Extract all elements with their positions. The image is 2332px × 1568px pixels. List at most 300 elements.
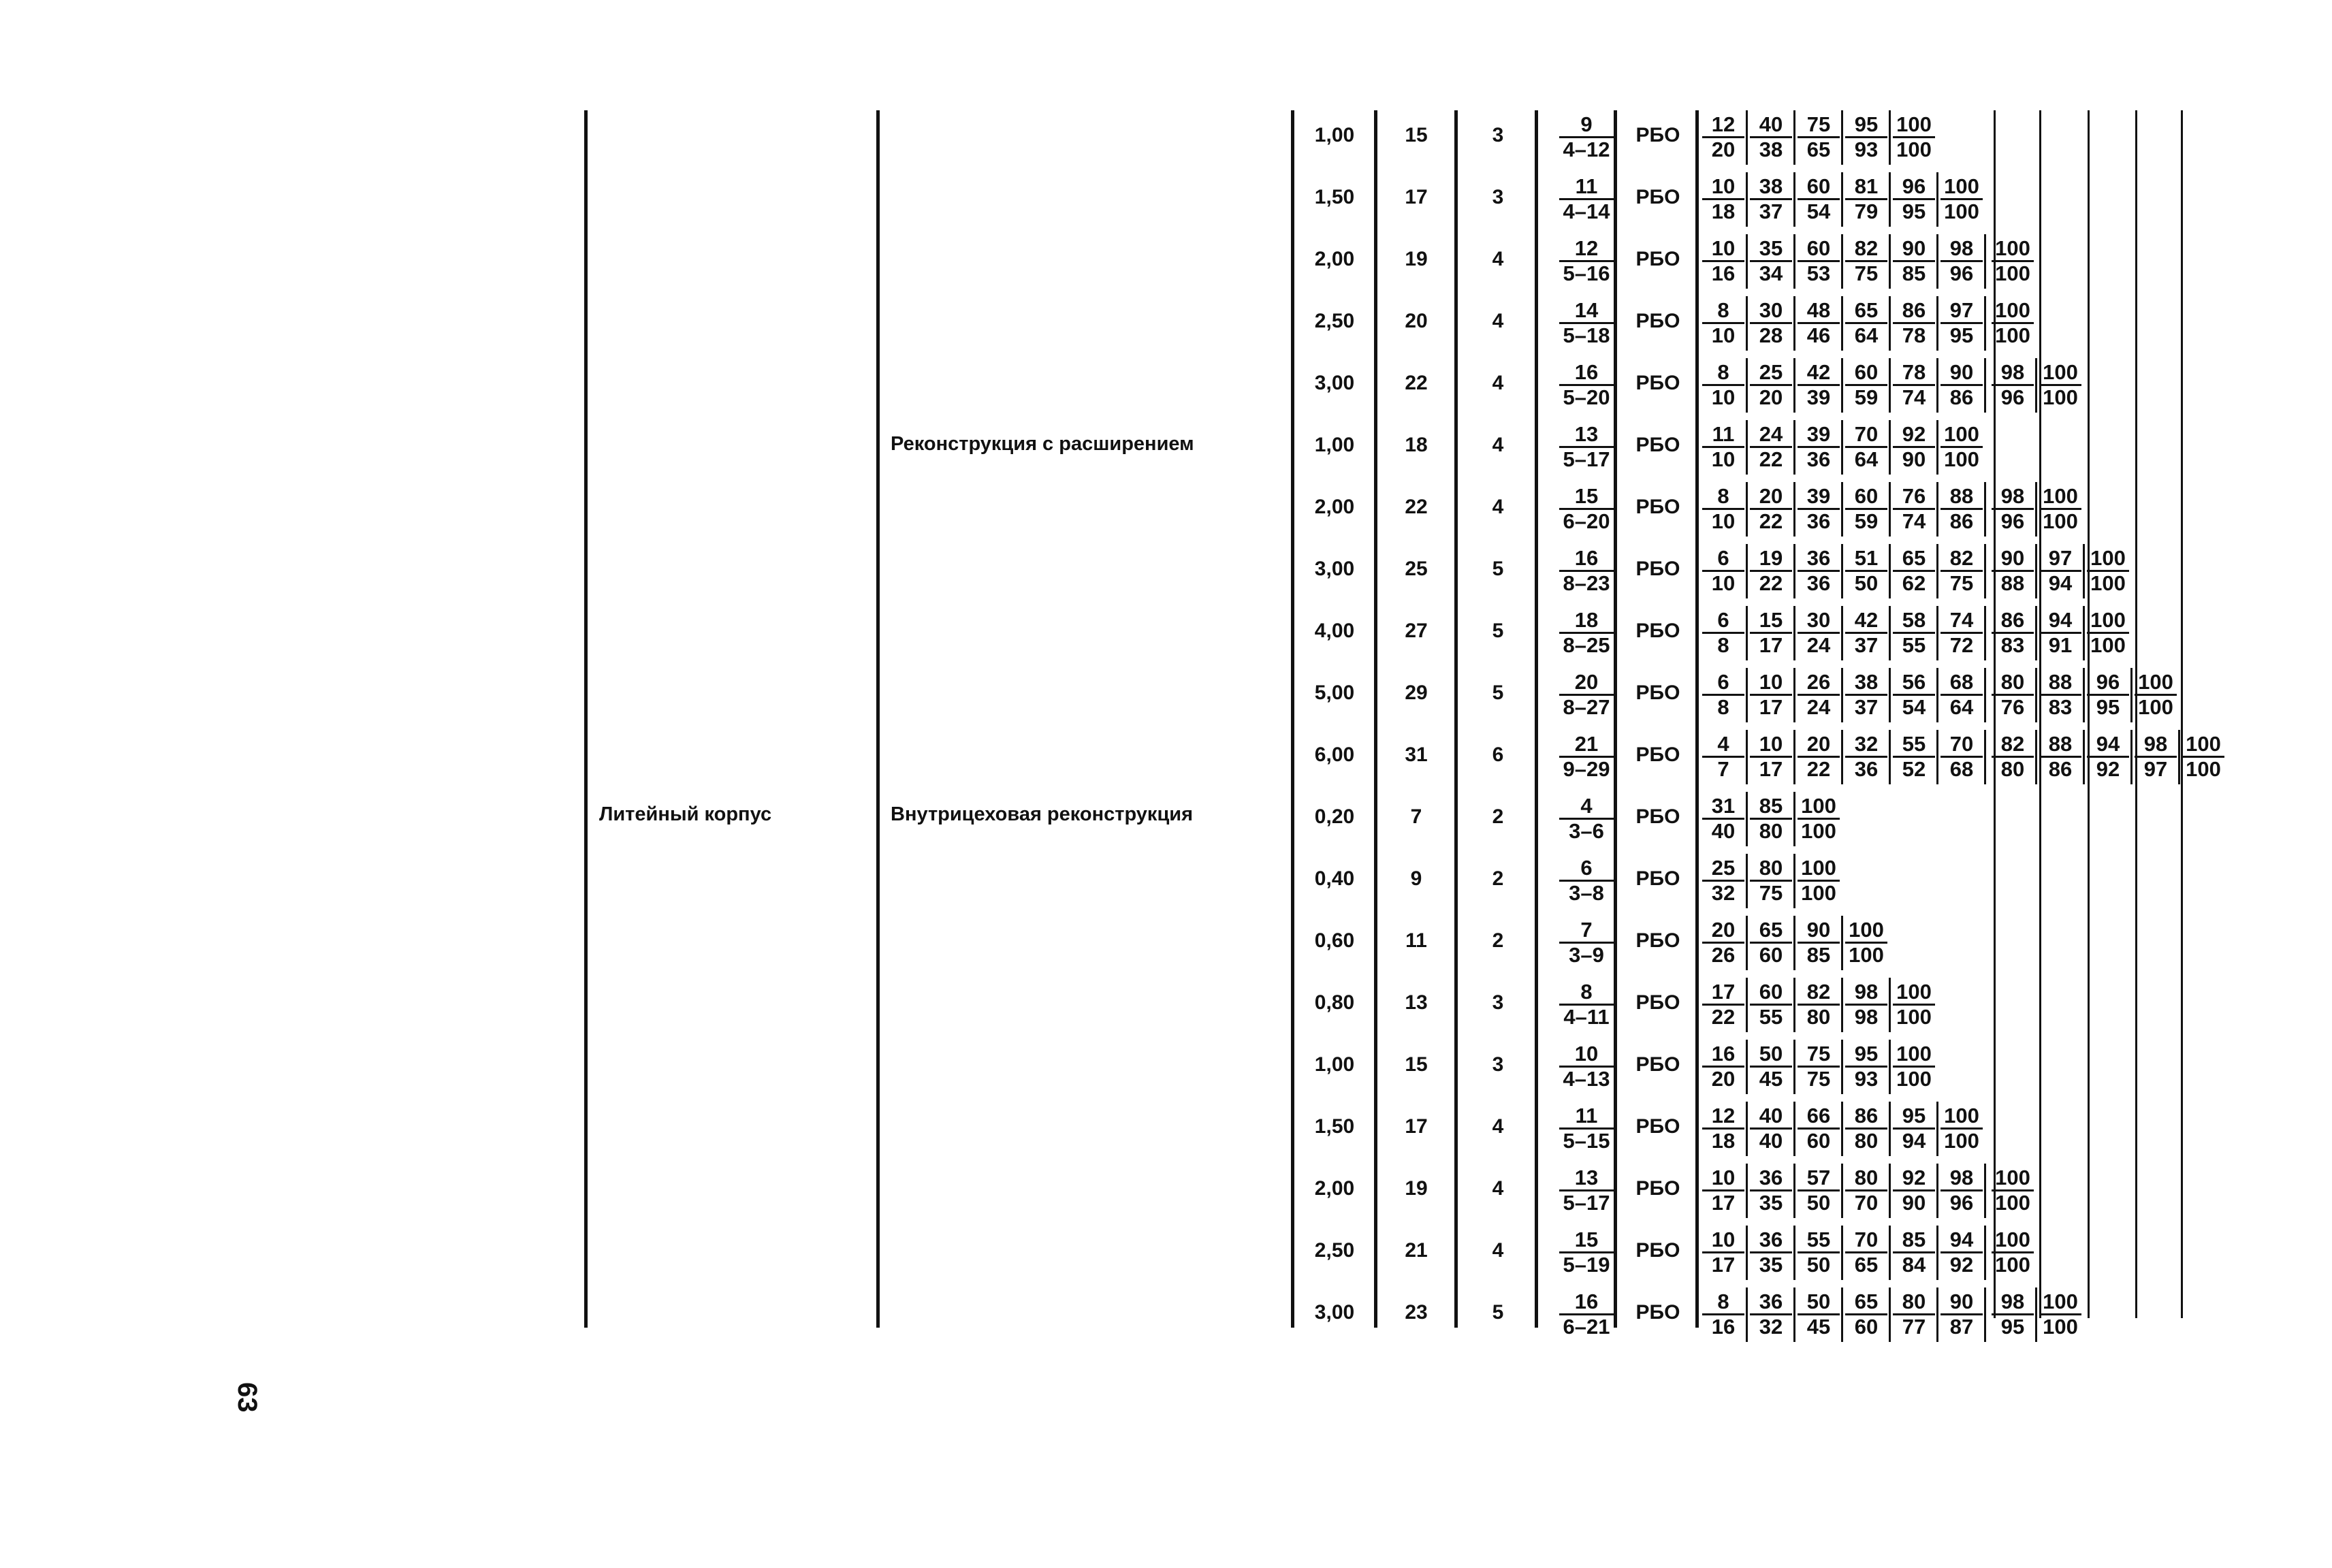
percent-fraction [1702,671,1744,719]
type-cell: РБО [1635,743,1680,766]
percent-denominator: 50 [1806,1191,1831,1215]
cell-separator [1984,296,1986,351]
type-cell: РБО [1635,1053,1680,1076]
percent-numerator: 56 [1893,671,1935,696]
type-cell: РБО [1635,186,1680,208]
percent-numerator: 40 [1750,1104,1792,1130]
percent-fraction [1750,485,1792,533]
cell-separator [1889,358,1891,413]
percent-numerator: 86 [1845,1104,1887,1130]
cell-separator [1746,358,1748,413]
range-numerator: 20 [1559,671,1614,696]
cell-separator [2035,544,2037,598]
percent-fraction [2087,671,2129,719]
percent-denominator: 65 [1854,1253,1879,1277]
count-b-cell: 4 [1492,1115,1504,1138]
percent-fraction [2039,671,2081,719]
range-numerator: 11 [1559,1104,1614,1130]
percent-fraction [1940,1166,1983,1215]
percent-denominator: 17 [1759,695,1783,719]
percent-fraction [1845,733,1887,781]
percent-denominator: 36 [1806,447,1831,471]
percent-fraction [1702,1042,1744,1091]
count-a-cell: 31 [1405,743,1428,766]
percent-denominator: 8 [1717,633,1729,657]
percent-denominator: 59 [1854,385,1879,409]
count-a-cell: 13 [1405,991,1428,1014]
percent-denominator: 36 [1854,757,1879,781]
range-denominator: 5–19 [1563,1253,1610,1277]
percent-denominator: 22 [1711,1005,1736,1029]
range-numerator: 16 [1559,1290,1614,1315]
percent-denominator: 70 [1854,1191,1879,1215]
range-fraction [1559,175,1614,223]
range-numerator: 14 [1559,299,1614,324]
percent-denominator: 60 [1806,1129,1831,1153]
type-cell: РБО [1635,991,1680,1014]
percent-fraction [1702,485,1744,533]
cell-separator [1936,358,1938,413]
percent-numerator: 78 [1893,361,1935,386]
percent-denominator: 95 [2000,1315,2025,1339]
range-denominator: 3–8 [1569,881,1604,905]
percent-numerator: 65 [1845,299,1887,324]
percent-fraction [1750,1042,1792,1091]
percent-numerator: 88 [2039,671,2081,696]
percent-numerator: 25 [1702,857,1744,882]
cell-separator [1841,110,1843,165]
percent-fraction [1893,175,1935,223]
percent-numerator: 86 [1992,609,2034,634]
percent-fraction [1798,175,1840,223]
percent-fraction [1893,361,1935,409]
percent-fraction [1750,361,1792,409]
percent-numerator: 10 [1702,175,1744,200]
percent-denominator: 35 [1759,1191,1783,1215]
percent-numerator: 55 [1798,1228,1840,1253]
table-row [0,172,2332,234]
percent-denominator: 10 [1711,571,1736,595]
percent-numerator: 42 [1798,361,1840,386]
cell-separator [2035,1287,2037,1342]
percent-numerator: 8 [1702,361,1744,386]
percent-denominator: 95 [2096,695,2120,719]
percent-denominator: 55 [1902,633,1926,657]
percent-numerator: 94 [2087,733,2129,758]
percent-numerator: 36 [1750,1166,1792,1191]
count-b-cell: 3 [1492,991,1504,1014]
percent-fraction [1940,361,1983,409]
percent-fraction [1750,175,1792,223]
value-cell: 2,00 [1314,496,1355,518]
table-row [0,1102,2332,1164]
cell-separator [1841,544,1843,598]
cell-separator [1793,172,1795,227]
cell-separator [1841,1040,1843,1094]
table-row [0,916,2332,978]
percent-numerator: 15 [1750,609,1792,634]
percent-numerator: 92 [1893,423,1935,448]
cell-separator [1841,1287,1843,1342]
percent-numerator: 65 [1845,1290,1887,1315]
count-b-cell: 4 [1492,1239,1504,1262]
percent-fraction [1992,733,2034,781]
percent-fraction [1940,237,1983,285]
count-a-cell: 18 [1405,434,1428,456]
value-cell: 6,00 [1314,743,1355,766]
percent-denominator: 78 [1902,323,1926,347]
count-a-cell: 7 [1410,805,1422,828]
cell-separator [1889,482,1891,537]
percent-numerator: 98 [1845,980,1887,1006]
cell-separator [1746,1287,1748,1342]
percent-denominator: 75 [1759,881,1783,905]
range-fraction [1559,1290,1614,1339]
percent-numerator: 11 [1702,423,1744,448]
percent-fraction [1750,980,1792,1029]
percent-numerator: 55 [1893,733,1935,758]
cell-separator [1793,978,1795,1032]
type-cell: РБО [1635,434,1680,456]
percent-fraction [2182,733,2224,781]
percent-denominator: 100 [2090,571,2126,595]
percent-numerator: 70 [1845,1228,1887,1253]
cell-separator [1936,1226,1938,1280]
count-a-cell: 19 [1405,248,1428,270]
cell-separator [1841,668,1843,722]
percent-denominator: 10 [1711,447,1736,471]
range-denominator: 4–13 [1563,1067,1610,1091]
percent-denominator: 16 [1711,1315,1736,1339]
cell-separator [1746,792,1748,846]
percent-denominator: 10 [1711,509,1736,533]
cell-separator [2083,730,2085,784]
percent-denominator: 97 [2143,757,2168,781]
cell-separator [1746,172,1748,227]
percent-numerator: 90 [1893,237,1935,262]
percent-fraction [2135,671,2177,719]
percent-denominator: 100 [2090,633,2126,657]
percent-fraction [1845,1166,1887,1215]
percent-numerator: 12 [1702,1104,1744,1130]
percent-fraction [1940,609,1983,657]
cell-separator [1841,234,1843,289]
range-denominator: 5–17 [1563,1191,1610,1215]
percent-fraction [1702,547,1744,595]
percent-numerator: 8 [1702,485,1744,510]
percent-denominator: 64 [1854,447,1879,471]
range-numerator: 15 [1559,485,1614,510]
count-b-cell: 6 [1492,743,1504,766]
range-numerator: 6 [1559,857,1614,882]
percent-denominator: 84 [1902,1253,1926,1277]
percent-denominator: 60 [1759,943,1783,967]
percent-fraction [1893,1166,1935,1215]
percent-denominator: 74 [1902,509,1926,533]
cell-separator [2035,730,2037,784]
percent-numerator: 80 [1992,671,2034,696]
value-cell: 2,00 [1314,248,1355,270]
percent-fraction [1845,1290,1887,1339]
percent-fraction [1702,1104,1744,1153]
count-b-cell: 4 [1492,1177,1504,1200]
percent-denominator: 45 [1806,1315,1831,1339]
percent-denominator: 64 [1949,695,1974,719]
percent-numerator: 32 [1845,733,1887,758]
cell-separator [1984,482,1986,537]
count-a-cell: 27 [1405,620,1428,642]
percent-fraction [1750,918,1792,967]
count-b-cell: 5 [1492,1301,1504,1324]
value-cell: 0,60 [1314,929,1355,952]
value-cell: 2,50 [1314,310,1355,332]
range-denominator: 5–17 [1563,447,1610,471]
percent-numerator: 85 [1893,1228,1935,1253]
percent-denominator: 20 [1711,1067,1736,1091]
percent-denominator: 60 [1854,1315,1879,1339]
cell-separator [1889,172,1891,227]
percent-numerator: 24 [1750,423,1792,448]
percent-numerator: 100 [1893,980,1935,1006]
range-numerator: 11 [1559,175,1614,200]
percent-denominator: 80 [1854,1129,1879,1153]
percent-denominator: 83 [2048,695,2073,719]
percent-fraction [1845,918,1887,967]
percent-denominator: 96 [1949,261,1974,285]
percent-numerator: 82 [1798,980,1840,1006]
cell-separator [2083,668,2085,722]
percent-denominator: 100 [1995,261,2030,285]
value-cell: 0,80 [1314,991,1355,1014]
cell-separator [1793,1226,1795,1280]
percent-numerator: 98 [1992,1290,2034,1315]
cell-separator [1746,420,1748,475]
percent-denominator: 100 [2043,1315,2078,1339]
percent-denominator: 20 [1711,138,1736,161]
percent-denominator: 91 [2048,633,2073,657]
cell-separator [1984,1164,1986,1218]
percent-numerator: 36 [1798,547,1840,572]
percent-fraction [1893,423,1935,471]
percent-numerator: 74 [1940,609,1983,634]
cell-separator [1746,296,1748,351]
percent-numerator: 97 [1940,299,1983,324]
type-cell: РБО [1635,805,1680,828]
cell-separator [1889,730,1891,784]
percent-numerator: 6 [1702,609,1744,634]
range-numerator: 13 [1559,423,1614,448]
percent-denominator: 34 [1759,261,1783,285]
percent-fraction [1893,671,1935,719]
percent-fraction [1940,1104,1983,1153]
percent-numerator: 38 [1750,175,1792,200]
cell-separator [1889,1164,1891,1218]
percent-denominator: 94 [1902,1129,1926,1153]
percent-numerator: 38 [1845,671,1887,696]
percent-numerator: 10 [1702,1228,1744,1253]
percent-numerator: 100 [2135,671,2177,696]
percent-denominator: 92 [1949,1253,1974,1277]
percent-numerator: 12 [1702,113,1744,138]
percent-denominator: 68 [1949,757,1974,781]
percent-denominator: 50 [1806,1253,1831,1277]
percent-fraction [1750,609,1792,657]
type-cell: РБО [1635,682,1680,704]
percent-denominator: 16 [1711,261,1736,285]
percent-numerator: 19 [1750,547,1792,572]
cell-separator [1936,234,1938,289]
percent-fraction [1845,609,1887,657]
percent-denominator: 38 [1759,138,1783,161]
percent-numerator: 85 [1750,795,1792,820]
percent-fraction [2087,733,2129,781]
percent-numerator: 60 [1845,361,1887,386]
percent-numerator: 58 [1893,609,1935,634]
range-fraction [1559,795,1614,843]
table-row [0,1164,2332,1226]
percent-numerator: 20 [1702,918,1744,944]
range-fraction [1559,857,1614,905]
percent-numerator: 100 [1940,423,1983,448]
percent-numerator: 95 [1845,1042,1887,1068]
type-cell: РБО [1635,867,1680,890]
percent-numerator: 75 [1798,1042,1840,1068]
percent-fraction [1893,485,1935,533]
cell-separator [1746,1102,1748,1156]
percent-fraction [1798,1042,1840,1091]
percent-numerator: 100 [2182,733,2224,758]
percent-numerator: 90 [1940,1290,1983,1315]
value-cell: 3,00 [1314,372,1355,394]
percent-numerator: 35 [1750,237,1792,262]
percent-fraction [1992,361,2034,409]
percent-numerator: 10 [1702,237,1744,262]
percent-fraction [1750,671,1792,719]
percent-fraction [1893,1228,1935,1277]
count-b-cell: 4 [1492,248,1504,270]
percent-denominator: 22 [1806,757,1831,781]
percent-numerator: 86 [1893,299,1935,324]
cell-separator [1841,482,1843,537]
percent-fraction [1750,795,1792,843]
range-numerator: 7 [1559,918,1614,944]
percent-denominator: 40 [1759,1129,1783,1153]
range-denominator: 4–14 [1563,199,1610,223]
cell-separator [2035,606,2037,660]
percent-fraction [1798,1228,1840,1277]
percent-fraction [1798,671,1840,719]
range-fraction [1559,671,1614,719]
percent-numerator: 100 [2087,547,2129,572]
percent-numerator: 39 [1798,485,1840,510]
percent-fraction [1750,1166,1792,1215]
percent-fraction [1798,733,1840,781]
percent-numerator: 100 [1992,237,2034,262]
table-row [0,482,2332,544]
percent-numerator: 82 [1845,237,1887,262]
percent-denominator: 96 [1949,1191,1974,1215]
percent-denominator: 22 [1759,447,1783,471]
cell-separator [2130,668,2133,722]
cell-separator [1984,1226,1986,1280]
cell-separator [2178,730,2180,784]
cell-separator [1793,234,1795,289]
cell-separator [1889,1287,1891,1342]
percent-denominator: 20 [1759,385,1783,409]
percent-numerator: 57 [1798,1166,1840,1191]
percent-denominator: 74 [1902,385,1926,409]
percent-denominator: 98 [1854,1005,1879,1029]
range-denominator: 5–18 [1563,323,1610,347]
percent-fraction [2039,609,2081,657]
value-cell: 3,00 [1314,558,1355,580]
count-a-cell: 22 [1405,372,1428,394]
percent-denominator: 54 [1902,695,1926,719]
percent-denominator: 100 [1995,323,2030,347]
percent-numerator: 60 [1798,237,1840,262]
percent-denominator: 24 [1806,695,1831,719]
percent-numerator: 98 [2135,733,2177,758]
percent-denominator: 65 [1806,138,1831,161]
percent-fraction [1845,361,1887,409]
type-cell: РБО [1635,1115,1680,1138]
percent-denominator: 17 [1711,1191,1736,1215]
percent-fraction [2135,733,2177,781]
percent-fraction [1845,175,1887,223]
cell-separator [1889,1102,1891,1156]
percent-denominator: 35 [1759,1253,1783,1277]
percent-fraction [1702,299,1744,347]
range-numerator: 18 [1559,609,1614,634]
percent-numerator: 95 [1893,1104,1935,1130]
table-row [0,1040,2332,1102]
percent-fraction [1893,1104,1935,1153]
percent-fraction [1750,237,1792,285]
cell-separator [1793,668,1795,722]
percent-denominator: 75 [1854,261,1879,285]
percent-denominator: 100 [1944,1129,1979,1153]
percent-fraction [1940,547,1983,595]
range-denominator: 6–21 [1563,1315,1610,1339]
percent-fraction [1940,299,1983,347]
type-cell: РБО [1635,496,1680,518]
percent-denominator: 37 [1854,633,1879,657]
cell-separator [1889,978,1891,1032]
percent-denominator: 17 [1759,633,1783,657]
percent-denominator: 96 [2000,385,2025,409]
cell-separator [1746,730,1748,784]
cell-separator [1793,420,1795,475]
percent-numerator: 25 [1750,361,1792,386]
range-denominator: 3–9 [1569,943,1604,967]
percent-fraction [1992,1290,2034,1339]
percent-denominator: 80 [1759,819,1783,843]
percent-numerator: 17 [1702,980,1744,1006]
percent-fraction [1702,1290,1744,1339]
percent-fraction [1845,980,1887,1029]
value-cell: 2,00 [1314,1177,1355,1200]
percent-fraction [1845,1228,1887,1277]
percent-denominator: 39 [1806,385,1831,409]
cell-separator [1746,1226,1748,1280]
percent-denominator: 10 [1711,385,1736,409]
percent-numerator: 94 [2039,609,2081,634]
range-denominator: 8–25 [1563,633,1610,657]
value-cell: 1,00 [1314,1053,1355,1076]
percent-denominator: 100 [1944,199,1979,223]
range-fraction [1559,423,1614,471]
percent-denominator: 24 [1806,633,1831,657]
